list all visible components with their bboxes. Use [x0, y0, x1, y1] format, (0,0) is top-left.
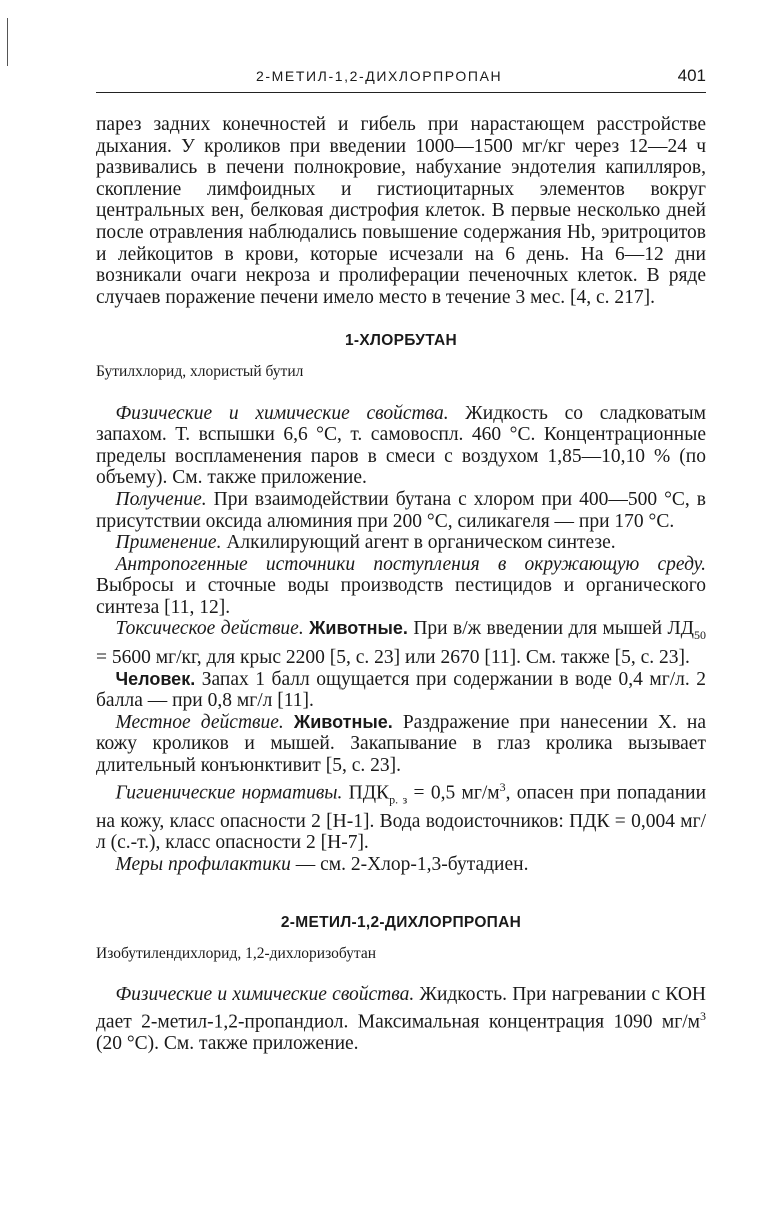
production-paragraph	[96, 489, 706, 532]
header-rule	[96, 92, 706, 93]
section-title-1-chlorobutane: 1-ХЛОРБУТАН	[345, 332, 457, 350]
section-synonyms-1-chlorobutane: Бутилхлорид, хлористый бутил	[96, 362, 304, 380]
local-animals-label: Животные.	[293, 711, 393, 732]
page-body	[96, 114, 706, 1055]
hygiene-superscript: 3	[499, 779, 506, 794]
physchem-text: Жидкость со сладковатым запахом. Т. вспышки 6,6 °С, т. самовоспл. 460 °С. Концентрационные пределы воспламенения паров в смеси с воздухом 1,85—10,10 % (по объему). См. также приложение.	[96, 402, 706, 489]
human-text: Запах 1 балл ощущается при содержании в воде 0,4 мг/л. 2 балла — при 0,8 мг/л [11].	[96, 668, 706, 712]
running-header	[96, 68, 706, 92]
continuation-paragraph: парез задних конечностей и гибель при нарастающем расстройстве дыхания. У кроликов при введении 1000—1500 мг/кг через 12—24 ч развивались в печени полнокровие, набухание эндотелия капилляров, скопление лимфоидных и гистиоцитарных элементов вокруг центральных вен, белковая дистрофия клеток. В первые несколько дней после отравления наблюдались повышение содержания Hb, эритроцитов и лейкоцитов в крови, которые исчезали на 6 день. На 6—12 дни возникали очаги некроза и пролиферации печеночных клеток. В ряде случаев поражение печени имело место в течение 3 мес. [4, с. 217].	[96, 114, 706, 308]
section-synonyms-2-methyl: Изобутилендихлорид, 1,2-дихлоризобутан	[96, 944, 377, 962]
physchem-label: Физические и химические свойства.	[115, 402, 449, 424]
binding-edge-line	[7, 18, 8, 66]
local-text: Раздражение при нанесении Х. на кожу кроликов и мышей. Закапывание в глаз кролика вызывает длительный конъюнктивит [5, с. 23].	[96, 711, 707, 776]
physchem-text-2b: (20 °С). См. также приложение.	[96, 1033, 359, 1055]
physchem-paragraph-2	[96, 984, 706, 1054]
hygiene-label: Гигиенические нормативы.	[115, 782, 343, 804]
sources-paragraph	[96, 554, 706, 619]
production-text: При взаимодействии бутана с хлором при 400—500 °С, в присутствии оксида алюминия при 200 °С, силикагеля — при 170 °С.	[96, 488, 706, 532]
sources-text: Выбросы и сточные воды производств пестицидов и органического синтеза [11, 12].	[96, 575, 706, 618]
physchem-text-2a: Жидкость. При нагревании с КОН дает 2-метил-1,2-пропандиол. Максимальная концентрация 1090 мг/м	[96, 984, 706, 1033]
toxic-text-a: При в/ж введении для мышей ЛД	[407, 618, 694, 640]
hygiene-paragraph	[96, 777, 706, 854]
hygiene-text-b: = 0,5 мг/м	[407, 782, 500, 804]
prevention-text: — см. 2-Хлор-1,3-бутадиен.	[290, 853, 529, 875]
toxic-paragraph	[96, 618, 706, 668]
use-label: Применение.	[115, 532, 222, 554]
use-text: Алкилирующий агент в органическом синтезе.	[221, 532, 616, 554]
prevention-label: Меры профилактики	[115, 853, 291, 875]
sources-label: Антропогенные источники поступления в окружающую среду.	[115, 553, 706, 575]
page-number: 401	[677, 66, 706, 85]
toxic-ld-subscript: 50	[694, 628, 706, 643]
hygiene-text-a: ПДК	[342, 782, 390, 804]
physchem-label-2: Физические и химические свойства.	[115, 984, 415, 1006]
human-paragraph	[96, 669, 706, 712]
toxic-label: Токсическое действие.	[115, 618, 304, 640]
section-title-2-methyl-1-2-dichloropropane: 2-МЕТИЛ-1,2-ДИХЛОРПРОПАН	[280, 914, 522, 932]
physchem-paragraph	[96, 403, 706, 489]
production-label: Получение.	[115, 488, 207, 510]
human-label: Человек.	[115, 668, 196, 689]
local-paragraph	[96, 712, 706, 777]
hygiene-pdk-subscript: р. з	[389, 791, 408, 806]
physchem-superscript-2: 3	[700, 1009, 706, 1024]
running-title: 2-МЕТИЛ-1,2-ДИХЛОРПРОПАН	[256, 68, 503, 84]
local-label: Местное действие.	[115, 711, 284, 733]
prevention-paragraph	[96, 854, 706, 876]
toxic-text-b: = 5600 мг/кг, для крыс 2200 [5, с. 23] или 2670 [11]. См. также [5, с. 23].	[96, 646, 690, 668]
use-paragraph	[96, 532, 706, 554]
hygiene-text-c: , опасен при попадании на кожу, класс опасности 2 [Н-1]. Вода водоисточников: ПДК = 0,004 мг/л (с.-т.), класс опасности 2 [Н-7].	[96, 782, 707, 854]
toxic-animals-label: Животные.	[309, 618, 408, 639]
